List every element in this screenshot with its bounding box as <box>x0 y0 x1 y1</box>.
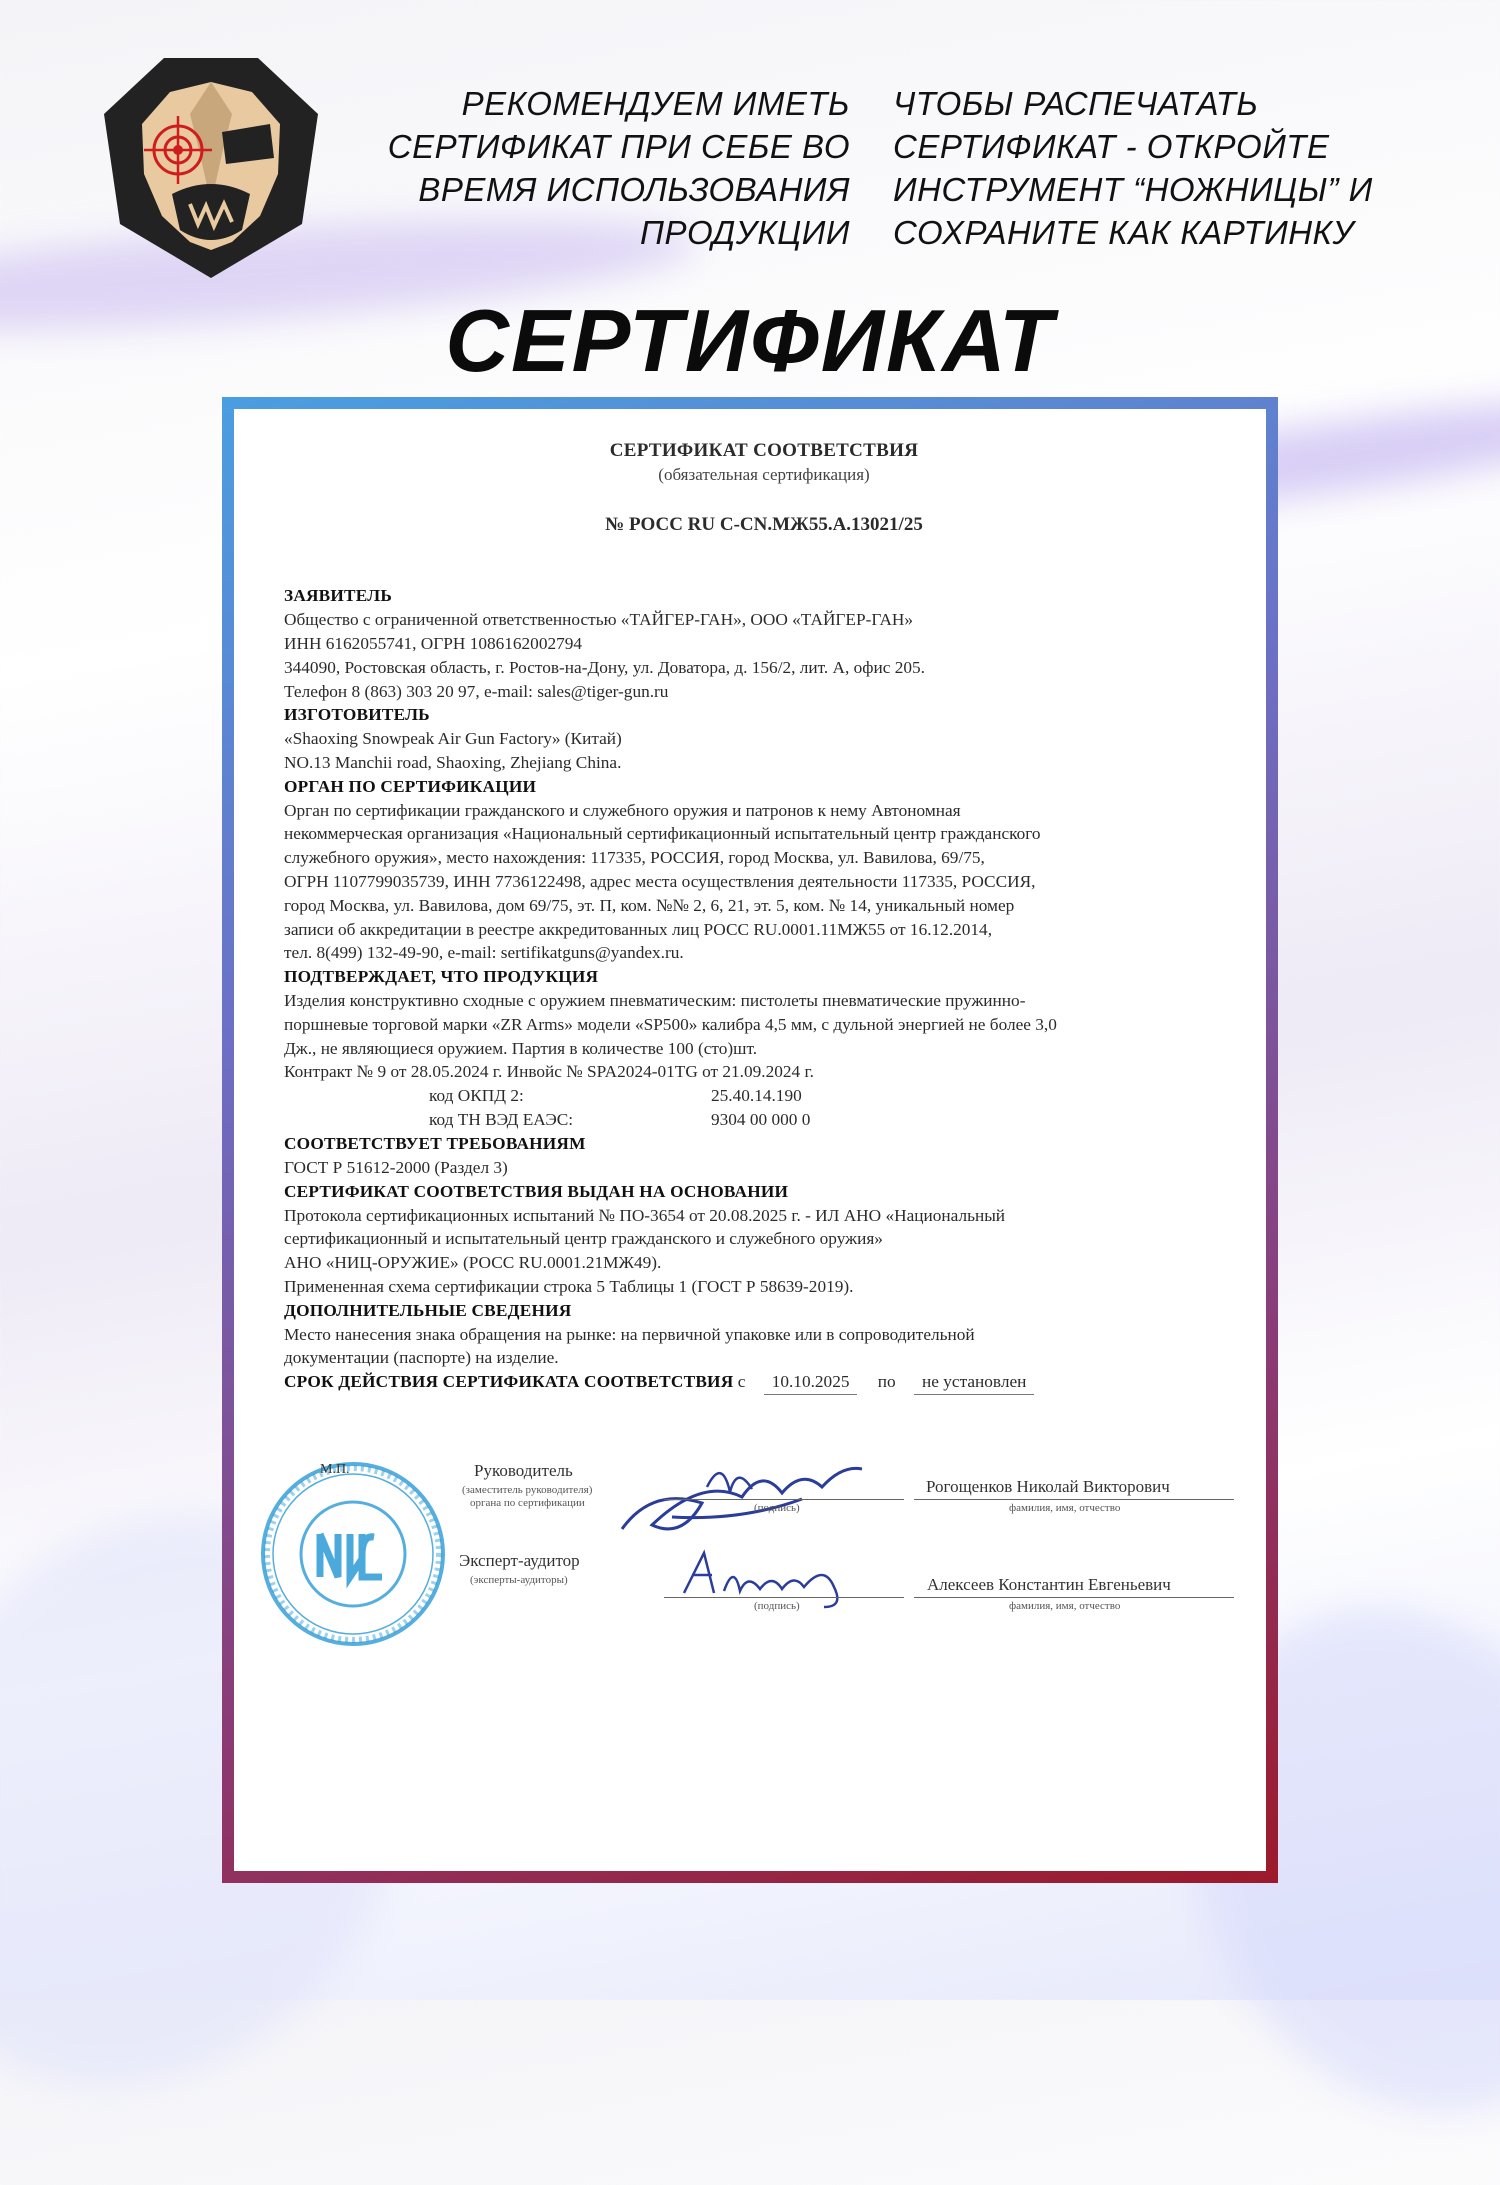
validity-heading: СРОК ДЕЙСТВИЯ СЕРТИФИКАТА СООТВЕТСТВИЯ <box>284 1372 734 1392</box>
basis-line: АНО «НИЦ-ОРУЖИЕ» (РОСС RU.0001.21МЖ49). <box>284 1253 662 1273</box>
product-line: Изделия конструктивно сходные с оружием пневматическим: пистолеты пневматические пружинно- <box>284 990 1026 1010</box>
head-signature <box>612 1447 872 1547</box>
product-line: Контракт № 9 от 28.05.2024 г. Инвойс № SPA2024-01TG от 21.09.2024 г. <box>284 1062 814 1082</box>
applicant-heading: ЗАЯВИТЕЛЬ <box>284 586 392 606</box>
ntc-round-stamp-icon <box>258 1459 448 1649</box>
head-sign-caption: (подпись) <box>754 1502 800 1514</box>
certification-body-line: ОГРН 1107799035739, ИНН 7736122498, адрес места осуществления деятельности 117335, РОССИЯ, <box>284 871 1036 891</box>
usage-note: РЕКОМЕНДУЕМ ИМЕТЬ СЕРТИФИКАТ ПРИ СЕБЕ ВО ВРЕМЯ ИСПОЛЬЗОВАНИЯ ПРОДУКЦИИ <box>387 85 850 251</box>
basis-line: Протокола сертификационных испытаний № ПО-3654 от 20.08.2025 г. - ИЛ АНО «Национальный <box>284 1205 1006 1225</box>
basis-line: сертификационный и испытательный центр гражданского и служебного оружия» <box>284 1229 883 1249</box>
additional-line: Место нанесения знака обращения на рынке: на первичной упаковке или в сопроводительной <box>284 1324 975 1344</box>
certification-body-heading: ОРГАН ПО СЕРТИФИКАЦИИ <box>284 776 537 796</box>
validity-to: не установлен <box>914 1370 1034 1395</box>
applicant-line: ИНН 6162055741, ОГРН 1086162002794 <box>284 633 583 653</box>
certificate-frame <box>222 397 1278 1883</box>
head-name-caption: фамилия, имя, отчество <box>1009 1502 1121 1514</box>
product-line: Дж., не являющиеся оружием. Партия в количестве 100 (сто)шт. <box>284 1038 758 1058</box>
validity-row <box>284 1370 1244 1398</box>
okpd-label: код ОКПД 2: <box>429 1086 524 1106</box>
validity-from-label: с <box>737 1372 746 1392</box>
certification-body-line: записи об аккредитации в реестре аккредитованных лиц РОСС RU.0001.11МЖ55 от 16.12.2014, <box>284 919 993 939</box>
certification-body-line: Орган по сертификации гражданского и служебного оружия и патронов к нему Автономная <box>284 800 961 820</box>
applicant-line: 344090, Ростовская область, г. Ростов-на-Дону, ул. Доватора, д. 156/2, лит. А, офис 205. <box>284 657 925 677</box>
certificate-document <box>234 409 1266 1871</box>
certification-body-line: город Москва, ул. Вавилова, дом 69/75, эт. П, ком. №№ 2, 6, 21, эт. 5, ком. № 14, уникальный номер <box>284 895 1015 915</box>
certificate-number: № РОСС RU С-CN.МЖ55.А.13021/25 <box>605 513 923 535</box>
signatures-block <box>234 1459 1266 1719</box>
certificate-subtitle: (обязательная сертификация) <box>658 464 870 484</box>
page-title: СЕРТИФИКАТ <box>445 291 1055 390</box>
certification-body-line: тел. 8(499) 132-49-90, e-mail: sertifikatguns@yandex.ru. <box>284 943 684 963</box>
manufacturer-heading: ИЗГОТОВИТЕЛЬ <box>284 705 430 725</box>
additional-line: документации (паспорте) на изделие. <box>284 1348 559 1368</box>
product-line: поршневые торговой марки «ZR Arms» модели «SP500» калибра 4,5 мм, с дульной энергией не более 3,0 <box>284 1014 1057 1034</box>
expert-name-caption: фамилия, имя, отчество <box>1009 1600 1121 1612</box>
certification-body-line: служебного оружия», место нахождения: 117335, РОССИЯ, город Москва, ул. Вавилова, 69/75, <box>284 848 985 868</box>
requirements-line: ГОСТ Р 51612-2000 (Раздел 3) <box>284 1157 508 1177</box>
product-codes <box>284 1084 1244 1132</box>
print-note: ЧТОБЫ РАСПЕЧАТАТЬ СЕРТИФИКАТ - ОТКРОЙТЕ ИНСТРУМЕНТ “НОЖНИЦЫ” И СОХРАНИТЕ КАК КАРТИНКУ <box>893 85 1373 251</box>
applicant-line: Телефон 8 (863) 303 20 97, e-mail: sales@tiger-gun.ru <box>284 681 669 701</box>
expert-name: Алексеев Константин Евгеньевич <box>927 1575 1171 1594</box>
head-title: Руководитель <box>474 1461 573 1480</box>
head-subtitle: (заместитель руководителя) <box>462 1484 593 1496</box>
head-subtitle: органа по сертификации <box>470 1497 585 1509</box>
manufacturer-line: «Shaoxing Snowpeak Air Gun Factory» (Китай) <box>284 729 622 749</box>
expert-sign-caption: (подпись) <box>754 1600 800 1612</box>
basis-line: Примененная схема сертификации строка 5 Таблицы 1 (ГОСТ Р 58639-2019). <box>284 1276 854 1296</box>
product-heading: ПОДТВЕРЖДАЕТ, ЧТО ПРОДУКЦИЯ <box>284 967 599 987</box>
additional-heading: ДОПОЛНИТЕЛЬНЫЕ СВЕДЕНИЯ <box>284 1300 572 1320</box>
head-name: Рогощенков Николай Викторович <box>926 1477 1170 1496</box>
tnved-value: 9304 00 000 0 <box>711 1110 811 1130</box>
expert-subtitle: (эксперты-аудиторы) <box>470 1574 568 1586</box>
expert-title: Эксперт-аудитор <box>459 1551 580 1570</box>
requirements-heading: СООТВЕТСТВУЕТ ТРЕБОВАНИЯМ <box>284 1134 586 1154</box>
manufacturer-line: NO.13 Manchii road, Shaoxing, Zhejiang China. <box>284 752 622 772</box>
basis-heading: СЕРТИФИКАТ СООТВЕТСТВИЯ ВЫДАН НА ОСНОВАНИИ <box>284 1181 789 1201</box>
stamp-mp: М.П. <box>320 1462 350 1477</box>
tnved-label: код ТН ВЭД ЕАЭС: <box>429 1110 574 1130</box>
lion-head-logo-icon <box>102 54 320 280</box>
validity-to-label: по <box>877 1372 896 1392</box>
applicant-line: Общество с ограниченной ответственностью «ТАЙГЕР-ГАН», ООО «ТАЙГЕР-ГАН» <box>284 610 914 630</box>
validity-from: 10.10.2025 <box>764 1370 858 1395</box>
certificate-title: СЕРТИФИКАТ СООТВЕТСТВИЯ <box>609 440 919 461</box>
certification-body-line: некоммерческая организация «Национальный сертификационный испытательный центр гражданского <box>284 824 1041 844</box>
okpd-value: 25.40.14.190 <box>711 1086 802 1106</box>
